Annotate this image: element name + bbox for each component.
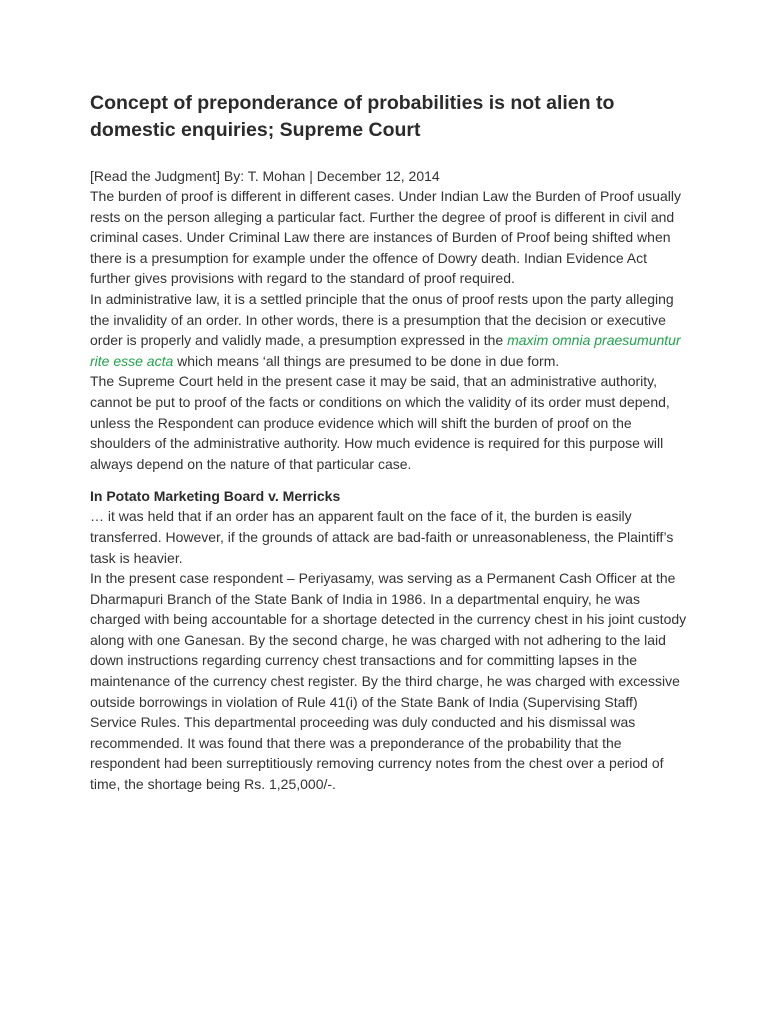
- case-subheading: In Potato Marketing Board v. Merricks: [90, 488, 341, 505]
- paragraph-burden-of-proof: The burden of proof is different in different cases. Under Indian Law the Burden of Proof usually rests on the person alleging a particular fact. Further the degree of proof is different in civil and criminal cases. Under Criminal Law there are instances of Burden of Proof being shifted when there is a presumption for example under the offence of Dowry death. Indian Evidence Act further gives provisions with regard to the standard of proof required.: [90, 188, 681, 287]
- paragraph-potato-board: … it was held that if an order has an apparent fault on the face of it, the burden is easily transferred. However, if the grounds of attack are bad-faith or unreasonableness, the Plaintiff’s task is heavier.: [90, 508, 674, 566]
- paragraph-text-after-link: which means ‘all things are presumed to be done in due form.: [173, 352, 560, 369]
- paragraph-present-case: In the present case respondent – Periyasamy, was serving as a Permanent Cash Officer at the Dharmapuri Branch of the State Bank of India in 1986. In a departmental enquiry, he was charged with being accountable for a shortage detected in the currency chest in his joint custody along with one Ganesan. By the second charge, he was charged with not adhering to the laid down instructions regarding currency chest transactions and for committing lapses in the maintenance of the currency chest register. By the third charge, he was charged with excessive outside borrowings in violation of Rule 41(i) of the State Bank of India (Supervising Staff) Service Rules. This departmental proceeding was duly conducted and his dismissal was recommended. It was found that there was a preponderance of the probability that the respondent had been surreptitiously removing currency notes from the chest over a period of time, the shortage being Rs. 1,25,000/-.: [90, 570, 687, 793]
- maxim-link[interactable]: maxim omnia praesumuntur rite esse acta: [90, 332, 681, 369]
- article-byline: [Read the Judgment] By: T. Mohan | December 12, 2014: [90, 168, 440, 184]
- paragraph-supreme-court-held: The Supreme Court held in the present case it may be said, that an administrative authority, cannot be put to proof of the facts or conditions on which the validity of its order must depend, unless the Respondent can produce evidence which will shift the burden of proof on the shoulders of the administrative authority. How much evidence is required for this purpose will always depend on the nature of that particular case.: [90, 373, 670, 472]
- article-title: Concept of preponderance of probabilities is not alien to domestic enquiries; Supreme Court: [90, 92, 615, 141]
- paragraph-text-before-link: In administrative law, it is a settled principle that the onus of proof rests upon the party alleging the invalidity of an order. In other words, there is a presumption that the decision or executive order is properly and validly made, a presumption expressed in the: [90, 290, 674, 349]
- paragraph-administrative-law: [90, 289, 688, 371]
